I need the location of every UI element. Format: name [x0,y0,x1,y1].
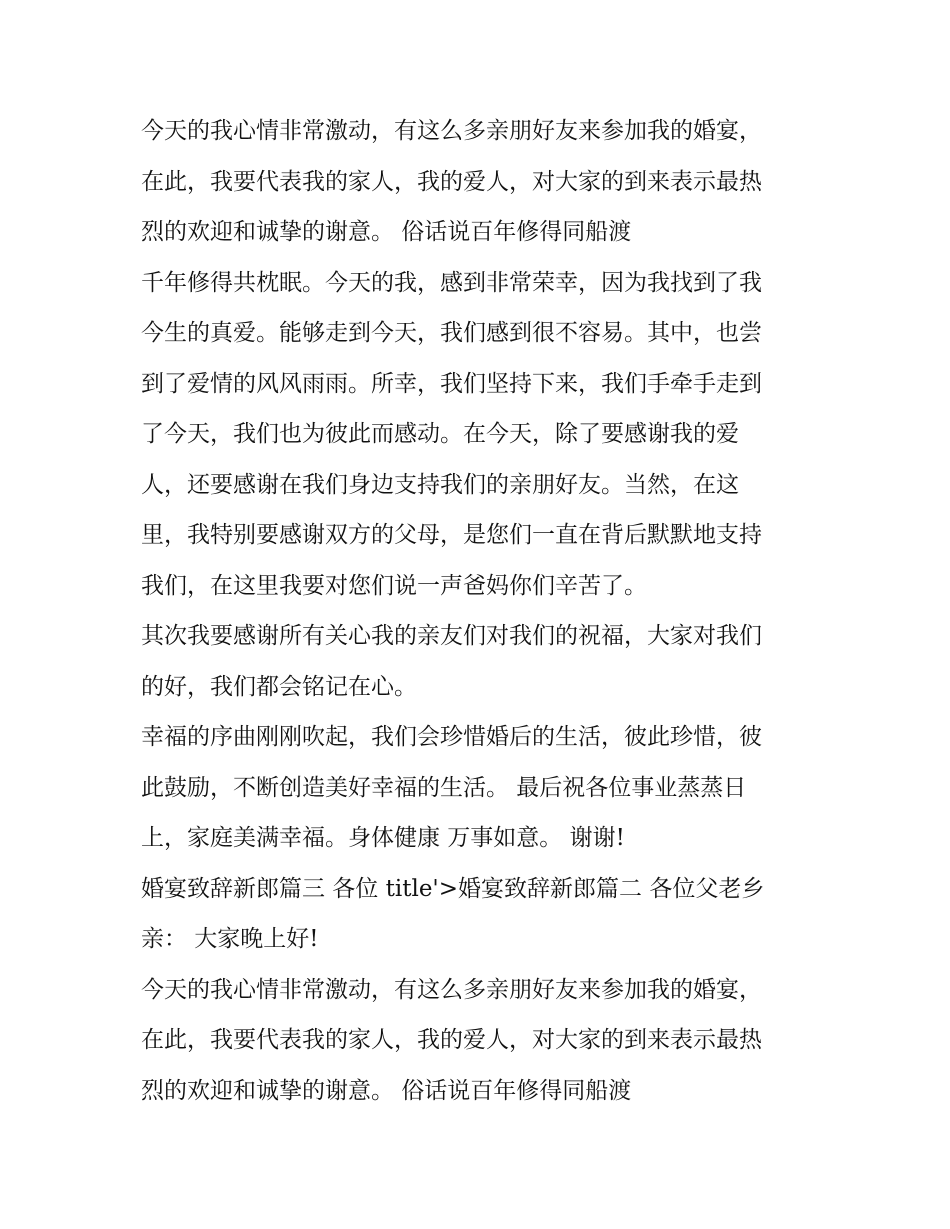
text-line: 此鼓励，不断创造美好幸福的生活。 最后祝各位事业蒸蒸日 [141,774,747,801]
text-line: 在此，我要代表我的家人，我的爱人，对大家的到来表示最热 [141,168,762,195]
text-line: 婚宴致辞新郎篇三 各位 title'>婚宴致辞新郎篇二 各位父老乡 [141,875,765,902]
text-line: 上，家庭美满幸福。身体健康 万事如意。 谢谢! [141,825,625,851]
text-line: 我们，在这里我要对您们说一声爸妈你们辛苦了。 [141,572,647,599]
text-line: 烈的欢迎和诚挚的谢意。 俗话说百年修得同船渡 [141,219,632,245]
text-line: 幸福的序曲刚刚吹起，我们会珍惜婚后的生活，彼此珍惜，彼 [141,724,762,750]
text-line: 到了爱情的风风雨雨。所幸，我们坚持下来，我们手牵手走到 [141,370,762,397]
text-line: 的好，我们都会铭记在心。 [141,673,417,700]
text-line: 在此，我要代表我的家人，我的爱人，对大家的到来表示最热 [141,1027,762,1053]
text-line: 了今天，我们也为彼此而感动。在今天，除了要感谢我的爱 [141,421,739,447]
text-line: 今天的我心情非常激动，有这么多亲朋好友来参加我的婚宴， [141,976,762,1003]
text-line: 人，还要感谢在我们身边支持我们的亲朋好友。当然，在这 [141,471,739,498]
text-line: 其次我要感谢所有关心我的亲友们对我们的祝福，大家对我们 [141,623,762,649]
document-body [141,106,821,1116]
text-line: 烈的欢迎和诚挚的谢意。 俗话说百年修得同船渡 [141,1077,632,1104]
text-line: 里，我特别要感谢双方的父母，是您们一直在背后默默地支持 [141,522,762,548]
text-line: 千年修得共枕眠。今天的我，感到非常荣幸，因为我找到了我 [141,269,762,296]
text-line: 今生的真爱。能够走到今天，我们感到很不容易。其中，也尝 [141,320,762,346]
text-line: 今天的我心情非常激动，有这么多亲朋好友来参加我的婚宴， [141,118,762,144]
text-line: 亲： 大家晚上好! [141,926,319,952]
